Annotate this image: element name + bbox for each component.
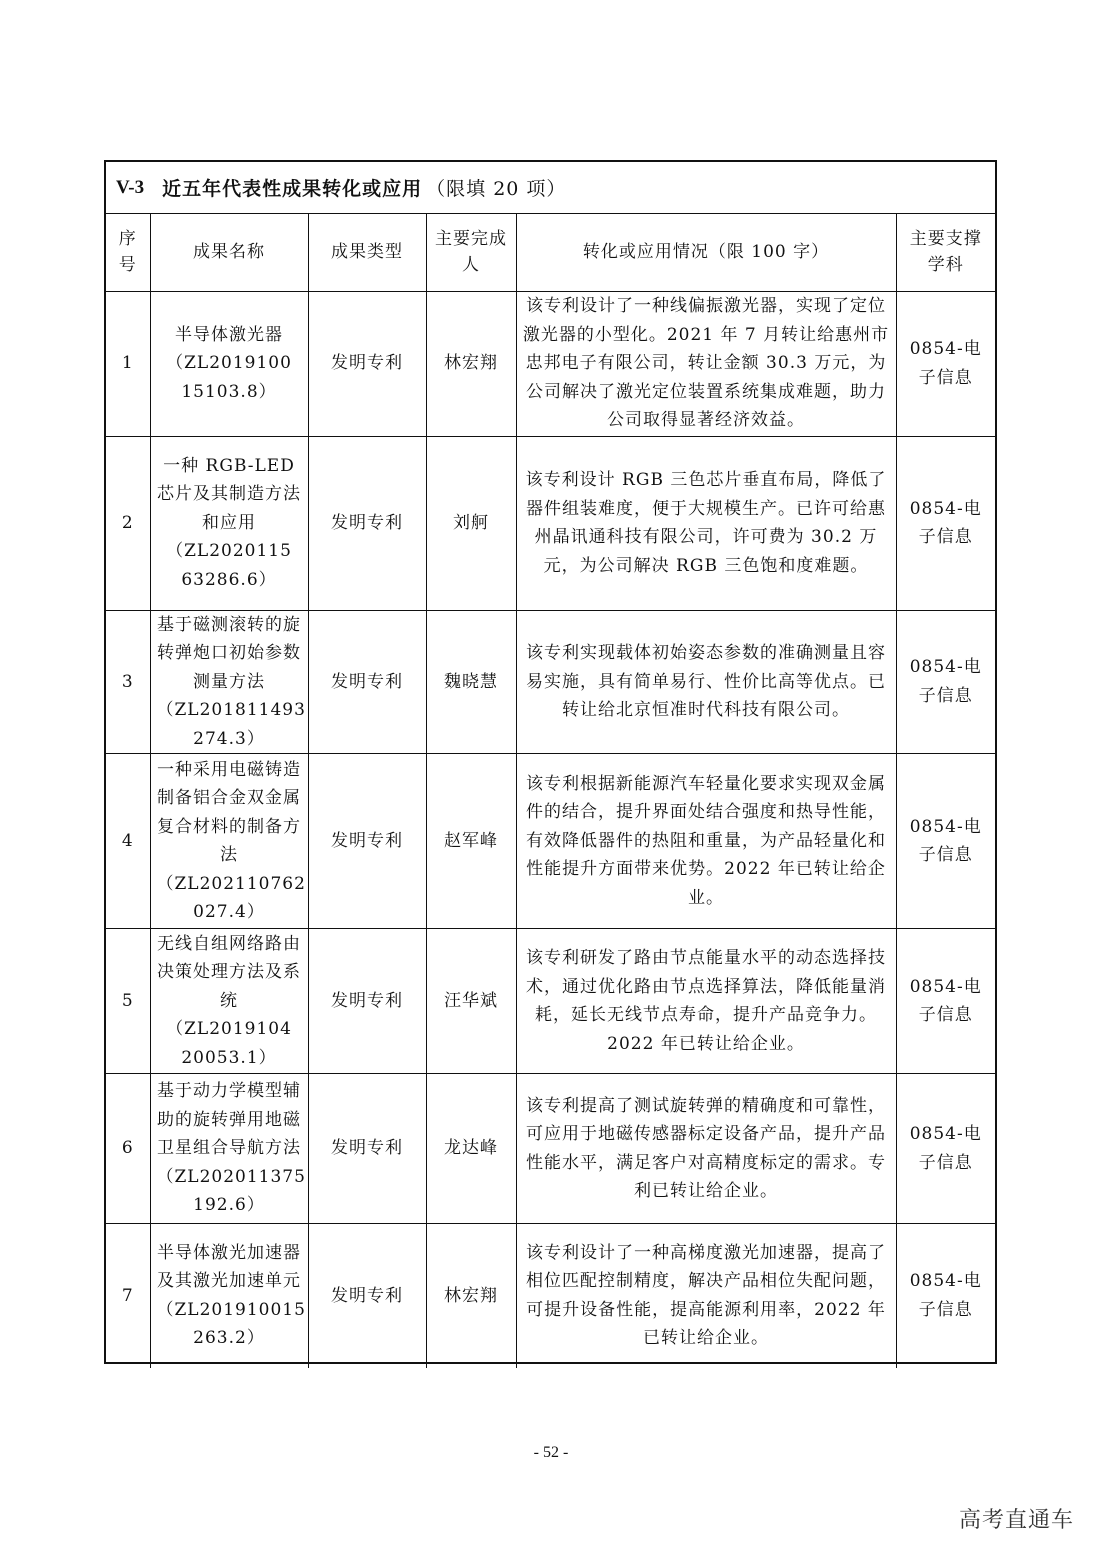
cell-name bbox=[150, 436, 308, 610]
cell-discipline: 0854-电子信息 bbox=[896, 436, 995, 610]
cell-type: 发明专利 bbox=[308, 610, 426, 754]
cell-type: 发明专利 bbox=[308, 754, 426, 929]
cell-seq: 5 bbox=[106, 929, 150, 1074]
patent-number: （ZL202110762 027.4） bbox=[156, 873, 306, 922]
header-seq: 序号 bbox=[106, 214, 150, 291]
patent-number: （ZL2020115 63286.6） bbox=[166, 541, 292, 590]
cell-person: 刘舸 bbox=[426, 436, 516, 610]
achievement-name: 一种采用电磁铸造制备铝合金双金属复合材料的制备方法 bbox=[157, 759, 301, 865]
cell-discipline: 0854-电子信息 bbox=[896, 291, 995, 436]
cell-person: 赵军峰 bbox=[426, 754, 516, 929]
achievement-name: 无线自组网络路由决策处理方法及系统 bbox=[157, 933, 301, 1011]
cell-name bbox=[150, 1224, 308, 1368]
cell-discipline: 0854-电子信息 bbox=[896, 929, 995, 1074]
achievement-name: 半导体激光加速器及其激光加速单元 bbox=[157, 1242, 301, 1292]
cell-name bbox=[150, 610, 308, 754]
watermark-text: 高考直通车 bbox=[958, 1508, 1074, 1533]
section-note: （限填 20 项） bbox=[426, 178, 567, 200]
cell-desc: 该专利设计 RGB 三色芯片垂直布局，降低了器件组装难度，便于大规模生产。已许可给惠州晶讯通科技有限公司，许可费为 30.2 万元，为公司解决 RGB 三色饱和度难题。 bbox=[516, 436, 896, 610]
achievement-name: 基于磁测滚转的旋转弹炮口初始参数测量方法 bbox=[157, 614, 301, 692]
cell-type: 发明专利 bbox=[308, 291, 426, 436]
cell-desc: 该专利实现载体初始姿态参数的准确测量且容易实施，具有简单易行、性价比高等优点。已转让给北京恒准时代科技有限公司。 bbox=[516, 610, 896, 754]
cell-desc: 该专利设计了一种高梯度激光加速器，提高了相位匹配控制精度，解决产品相位失配问题，可提升设备性能，提高能源利用率，2022 年已转让给企业。 bbox=[516, 1224, 896, 1368]
cell-seq: 1 bbox=[106, 291, 150, 436]
cell-seq: 2 bbox=[106, 436, 150, 610]
cell-person: 林宏翔 bbox=[426, 1224, 516, 1368]
cell-seq: 4 bbox=[106, 754, 150, 929]
cell-seq: 6 bbox=[106, 1074, 150, 1224]
cell-seq: 3 bbox=[106, 610, 150, 754]
cell-person: 龙达峰 bbox=[426, 1074, 516, 1224]
patent-number: （ZL202011375 192.6） bbox=[156, 1166, 306, 1216]
cell-name bbox=[150, 291, 308, 436]
table-row bbox=[106, 1074, 995, 1224]
cell-discipline: 0854-电子信息 bbox=[896, 1074, 995, 1224]
cell-discipline: 0854-电子信息 bbox=[896, 1224, 995, 1368]
patent-number: （ZL201811493 274.3） bbox=[156, 700, 306, 749]
section-code: V-3 bbox=[116, 176, 145, 198]
table-row bbox=[106, 754, 995, 929]
achievement-name: 半导体激光器 bbox=[175, 324, 283, 345]
section-name: 近五年代表性成果转化或应用 bbox=[162, 178, 423, 200]
header-name: 成果名称 bbox=[150, 214, 308, 291]
table-row bbox=[106, 436, 995, 610]
patent-number: （ZL201910015 263.2） bbox=[156, 1299, 306, 1349]
patent-number: （ZL2019100 15103.8） bbox=[166, 353, 292, 402]
achievement-name: 基于动力学模型辅助的旋转弹用地磁卫星组合导航方法 bbox=[157, 1081, 301, 1159]
cell-name bbox=[150, 1074, 308, 1224]
cell-type: 发明专利 bbox=[308, 929, 426, 1074]
header-type: 成果类型 bbox=[308, 214, 426, 291]
cell-desc: 该专利设计了一种线偏振激光器，实现了定位激光器的小型化。2021 年 7 月转让给惠州市忠邦电子有限公司，转让金额 30.3 万元，为公司解决了激光定位装置系统集成难题，助力公司取得显著经济效益。 bbox=[516, 291, 896, 436]
cell-desc: 该专利研发了路由节点能量水平的动态选择技术，通过优化路由节点选择算法，降低能量消耗，延长无线节点寿命，提升产品竞争力。2022 年已转让给企业。 bbox=[516, 929, 896, 1074]
cell-discipline: 0854-电子信息 bbox=[896, 754, 995, 929]
achievements-table bbox=[106, 214, 995, 1368]
achievement-name: 一种 RGB-LED 芯片及其制造方法和应用 bbox=[157, 455, 301, 533]
cell-person: 林宏翔 bbox=[426, 291, 516, 436]
table-row bbox=[106, 291, 995, 436]
cell-seq: 7 bbox=[106, 1224, 150, 1368]
header-person: 主要完成人 bbox=[426, 214, 516, 291]
cell-name bbox=[150, 754, 308, 929]
cell-person: 魏晓慧 bbox=[426, 610, 516, 754]
cell-person: 汪华斌 bbox=[426, 929, 516, 1074]
page-number: - 52 - bbox=[533, 1444, 569, 1461]
section-title bbox=[106, 162, 995, 214]
cell-type: 发明专利 bbox=[308, 1074, 426, 1224]
header-discipline: 主要支撑学科 bbox=[896, 214, 995, 291]
header-row bbox=[106, 214, 995, 291]
header-desc: 转化或应用情况（限 100 字） bbox=[516, 214, 896, 291]
table-row bbox=[106, 610, 995, 754]
cell-type: 发明专利 bbox=[308, 1224, 426, 1368]
cell-type: 发明专利 bbox=[308, 436, 426, 610]
table-row bbox=[106, 929, 995, 1074]
cell-discipline: 0854-电子信息 bbox=[896, 610, 995, 754]
cell-name bbox=[150, 929, 308, 1074]
patent-number: （ZL2019104 20053.1） bbox=[166, 1019, 292, 1068]
cell-desc: 该专利提高了测试旋转弹的精确度和可靠性，可应用于地磁传感器标定设备产品，提升产品性能水平，满足客户对高精度标定的需求。专利已转让给企业。 bbox=[516, 1074, 896, 1224]
table-row bbox=[106, 1224, 995, 1368]
cell-desc: 该专利根据新能源汽车轻量化要求实现双金属件的结合，提升界面处结合强度和热导性能，有效降低器件的热阻和重量，为产品轻量化和性能提升方面带来优势。2022 年已转让给企业。 bbox=[516, 754, 896, 929]
